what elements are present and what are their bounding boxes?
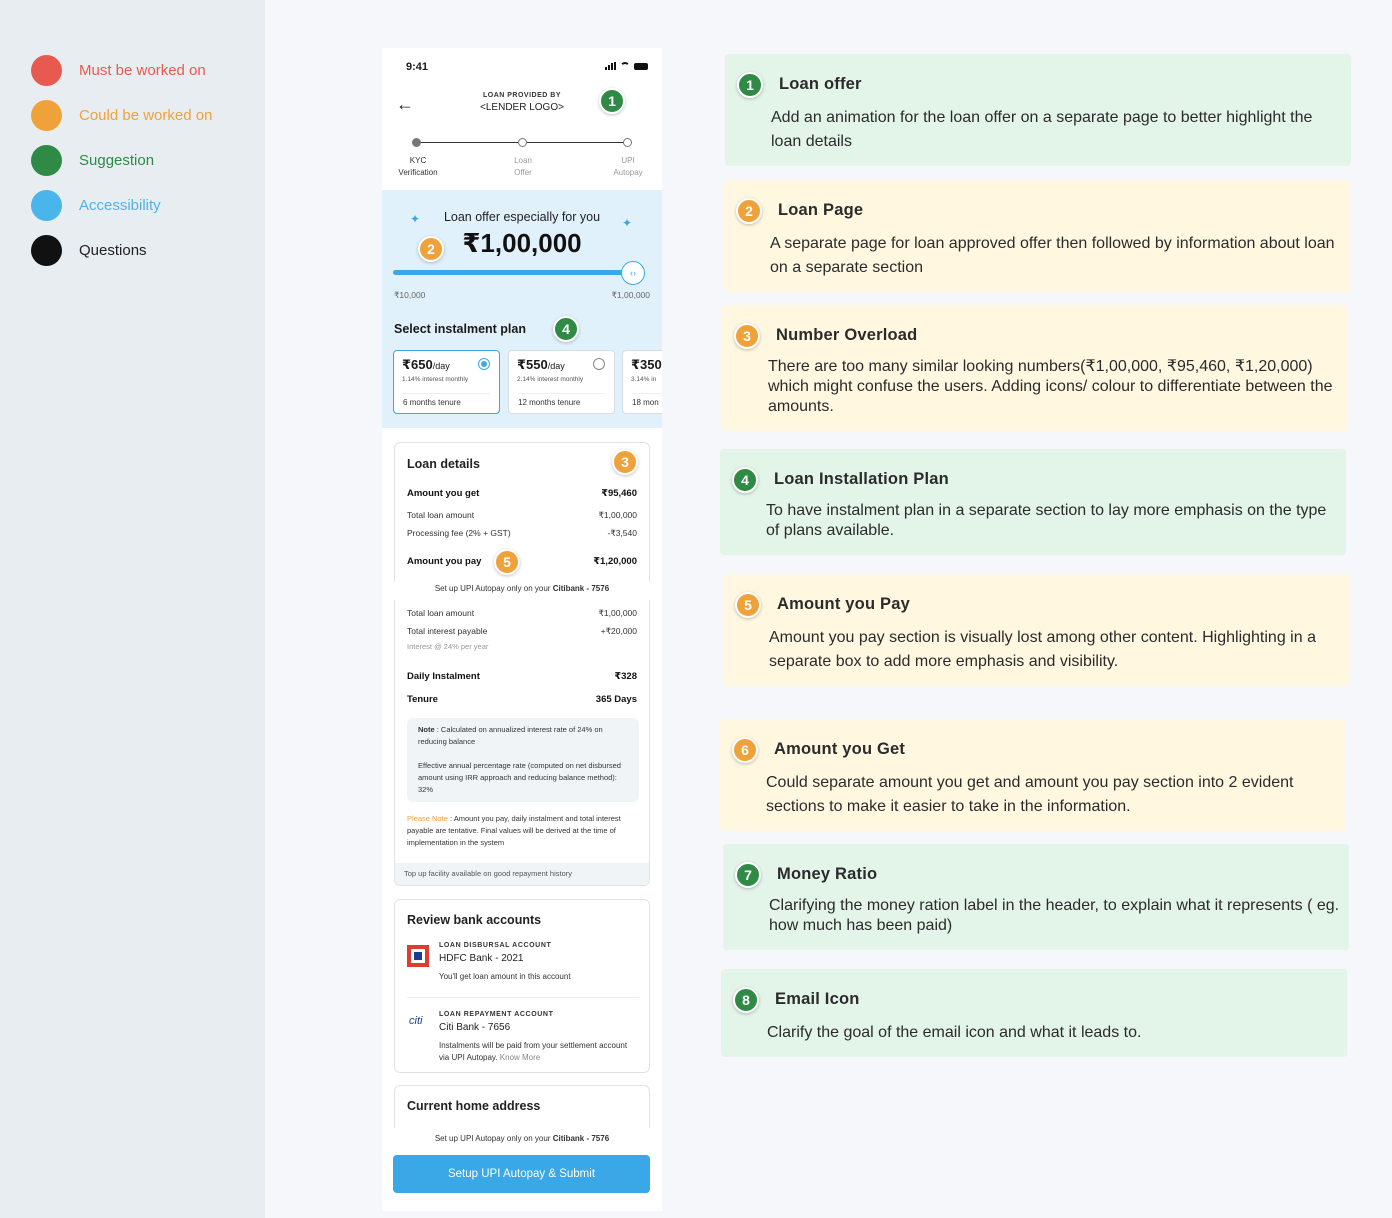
legend-item-accessibility (31, 189, 161, 221)
annotation-title: Amount you Get (774, 740, 906, 758)
step-dot-upi (623, 138, 632, 147)
annotation-number-badge: 5 (735, 592, 761, 618)
annotation-card-6 (720, 719, 1346, 831)
loan-offer-section (382, 190, 662, 428)
know-more-link[interactable]: Know More (499, 1053, 541, 1062)
annotation-badge-3: 3 (612, 449, 638, 475)
annotation-title: Amount you Pay (777, 595, 910, 613)
annotation-card-8 (721, 969, 1347, 1057)
radio-icon[interactable] (593, 358, 605, 370)
step-dot-kyc (412, 138, 421, 147)
annotation-body: Clarify the goal of the email icon and what it leads to. (767, 1024, 1142, 1041)
bank-accounts-title: Review bank accounts (407, 913, 542, 927)
annotation-title: Loan offer (779, 75, 862, 93)
amount-get-row: Amount you get ₹95,460 (407, 488, 637, 499)
annotation-card-2 (724, 180, 1350, 292)
please-note: Please Note : Amount you pay, daily instalment and total interest payable are tentative. Final values will be derived at the time of implementation in the system (407, 814, 621, 847)
hdfc-bank-icon (407, 945, 429, 967)
status-time: 9:41 (406, 61, 429, 73)
black-dot-icon (31, 235, 62, 266)
battery-icon (634, 63, 648, 70)
signal-icon (605, 62, 616, 70)
annotation-badge-2: 2 (418, 236, 444, 262)
sparkle-icon: ✦ (622, 216, 633, 230)
annotation-badge-1: 1 (599, 88, 625, 114)
annotation-body: A separate page for loan approved offer then followed by information about loan on a separate section (770, 235, 1335, 276)
processing-fee-row: Processing fee (2% + GST) -₹3,540 (407, 528, 637, 538)
slider-max: ₹1,00,000 (611, 290, 650, 300)
legend-label: Questions (79, 241, 147, 259)
total-loan-row-2: Total loan amount ₹1,00,000 (407, 608, 637, 618)
annotation-badge-5: 5 (494, 549, 520, 575)
repay-account: Citi Bank - 7656 (439, 1022, 511, 1033)
annotation-body: There are too many similar looking numbers(₹1,00,000, ₹95,460, ₹1,20,000) which might confuse the users. Adding icons/ colour to differentiate between the amounts. (768, 358, 1333, 415)
annotation-body: Add an animation for the loan offer on a separate page to better highlight the loan details (771, 109, 1313, 150)
legend-item-questions (31, 234, 147, 266)
offer-title: Loan offer especially for you (443, 210, 601, 224)
repay-label: LOAN REPAYMENT ACCOUNT (439, 1011, 554, 1018)
legend-panel (0, 0, 265, 1218)
daily-instalment-row: Daily Instalment ₹328 (407, 671, 637, 682)
step-dot-loan (518, 138, 527, 147)
loan-details-title: Loan details (407, 457, 480, 471)
plan-card-12m[interactable]: ₹550/day 2.14% interest monthly 12 months tenure (508, 350, 615, 414)
annotation-number-badge: 6 (732, 737, 758, 763)
legend-item-could (31, 99, 212, 131)
green-dot-icon (31, 145, 62, 176)
status-icons (605, 62, 648, 70)
annotation-badge-4: 4 (553, 316, 579, 342)
divider (407, 997, 639, 998)
step-label-kyc: KYC Verification (398, 156, 438, 177)
annotation-card-5 (723, 574, 1349, 686)
slider-min: ₹10,000 (394, 290, 426, 300)
interest-row: Total interest payable +₹20,000 (407, 626, 637, 636)
plan-title: Select instalment plan (394, 322, 526, 336)
annotation-card-4 (720, 449, 1346, 555)
legend-label: Suggestion (79, 151, 155, 169)
annotation-body: To have instalment plan in a separate section to lay more emphasis on the type of plans available. (766, 502, 1327, 539)
annotation-title: Loan Page (778, 201, 864, 219)
annotation-number-badge: 3 (734, 323, 760, 349)
lender-caption: LOAN PROVIDED BY (482, 92, 561, 99)
lender-logo: <LENDER LOGO> (480, 102, 564, 113)
disbursal-account: HDFC Bank - 2021 (439, 953, 524, 964)
sparkle-icon: ✦ (410, 212, 421, 226)
back-arrow-icon[interactable]: ← (396, 94, 414, 114)
amount-slider-track[interactable] (393, 270, 633, 275)
orange-dot-icon (31, 100, 62, 131)
repay-desc: Instalments will be paid from your settlement account via UPI Autopay. Know More (439, 1041, 628, 1062)
citi-bank-icon: citi (409, 1015, 423, 1027)
offer-amount: ₹1,00,000 (462, 228, 582, 258)
disbursal-desc: You'll get loan amount in this account (439, 972, 571, 981)
annotation-body: Could separate amount you get and amount you pay section into 2 evident sections to make it easier to take in the information. (766, 774, 1294, 815)
plan-card-6m[interactable]: ₹650/day 1.14% interest monthly 6 months tenure (393, 350, 500, 414)
red-dot-icon (31, 55, 62, 86)
annotation-number-badge: 1 (737, 72, 763, 98)
radio-selected-icon[interactable] (478, 358, 490, 370)
legend-label: Must be worked on (79, 61, 206, 79)
annotation-card-1 (725, 54, 1351, 166)
topup-note: Top up facility available on good repayment history (395, 863, 649, 885)
bank-accounts-card (394, 899, 650, 1073)
interest-subtext: Interest @ 24% per year (407, 642, 489, 651)
annotation-number-badge: 2 (736, 198, 762, 224)
plan-card-18m[interactable]: ₹350 3.14% in 18 mon (622, 350, 662, 414)
disbursal-label: LOAN DISBURSAL ACCOUNT (439, 942, 552, 949)
amount-pay-row: Amount you pay ₹1,20,000 (407, 556, 637, 567)
total-loan-row: Total loan amount ₹1,00,000 (407, 510, 637, 520)
annotation-body: Clarifying the money ration label in the header, to explain what it represents ( eg. how much has been paid) (769, 897, 1340, 934)
note-box: Note : Calculated on annualized interest rate of 24% on reducing balance Effective annual percentage rate (computed on net disbursed amount using IRR approach and reducing balance method): 32% (407, 718, 639, 802)
annotation-number-badge: 8 (733, 987, 759, 1013)
annotation-title: Loan Installation Plan (774, 470, 949, 488)
phone-mockup (382, 48, 662, 1211)
plan-list (393, 350, 662, 416)
annotation-title: Email Icon (775, 990, 860, 1008)
annotation-body: Amount you pay section is visually lost among other content. Highlighting in a separate box to add more emphasis and visibility. (769, 629, 1316, 670)
tenure-row: Tenure 365 Days (407, 694, 637, 705)
legend-label: Could be worked on (79, 106, 213, 124)
annotation-number-badge: 7 (735, 862, 761, 888)
annotation-title: Money Ratio (777, 865, 878, 883)
annotation-number-badge: 4 (732, 467, 758, 493)
blue-dot-icon (31, 190, 62, 221)
annotation-title: Number Overload (776, 326, 918, 344)
slider-handle-icon[interactable]: ‹› (621, 261, 645, 285)
bottom-upi-strip: Set up UPI Autopay only on your Citibank - 7576 (382, 1128, 662, 1152)
annotations-panel (724, 0, 1354, 1218)
step-label-loan: Loan Offer (514, 156, 532, 177)
submit-button[interactable]: Setup UPI Autopay & Submit (393, 1155, 650, 1193)
upi-autopay-strip: Set up UPI Autopay only on your Citibank - 7576 (382, 582, 662, 600)
step-label-upi: UPI Autopay (613, 156, 643, 177)
legend-item-must (31, 54, 206, 86)
legend-label: Accessibility (79, 196, 161, 214)
address-title: Current home address (407, 1099, 541, 1113)
annotation-card-7 (723, 844, 1349, 950)
legend-item-suggestion (31, 144, 154, 176)
loan-details-card (394, 442, 650, 886)
progress-stepper (382, 138, 662, 182)
wifi-icon (620, 62, 630, 70)
annotation-card-3 (722, 305, 1348, 431)
